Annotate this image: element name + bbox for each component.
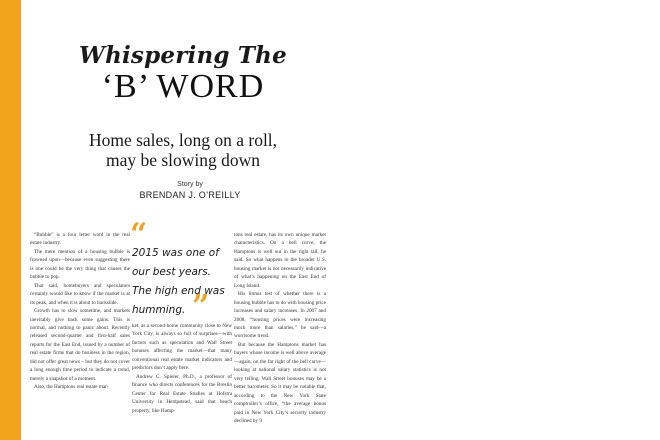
pull-quote-line: our best years.: [132, 266, 212, 278]
pull-quote: [132, 244, 232, 324]
blank-area: [345, 0, 660, 440]
body-paragraph: His litmus test of whether there is a housing bubble has to do with housing price increases and salary increases. In 2007 and 2008, “housing prices were increasing much more than salaries,” he said—a worrisome trend.: [234, 291, 326, 340]
body-paragraph: Growth has to slow sometime, and markets inevitably give back some gains. This is normal, and nothing to panic about. Recently released second-quarter and first-half sales reports for the East End, issued by a number of real estate firms that do business in the region, did not offer great news – but they do not cover a long enough time period to indicate a trend, merely a snapshot of a moment.: [30, 308, 130, 382]
accent-stripe: [0, 0, 21, 440]
deck-line-2: may be slowing down: [105, 150, 261, 170]
body-column-2: [132, 322, 232, 415]
body-paragraph: The mere mention of a housing bubble is frowned upon—because even suggesting there is one could be the very thing that causes the bubble to pop.: [30, 248, 130, 281]
body-paragraph: That said, homebuyers and speculators certainly would like to know if the market is at its peak, and when it is about to backslide.: [30, 282, 130, 306]
body-column-1: [30, 231, 130, 392]
deck: [21, 130, 345, 170]
story-by-label: Story by: [177, 181, 203, 188]
body-paragraph: ket, as a second-home community close to New York City, is always so full of surprises—with factors such as speculation and Wall Street bonuses affecting the market—that many conventional real estate market indicators and predictors don’t apply here.: [132, 323, 232, 372]
body-paragraph: “Bubble” is a four letter word in the real estate industry.: [30, 232, 130, 247]
body-paragraph: But because the Hamptons market has buyers whose income is well above average—again, on the far right of the bell curve—looking at national salary statistics is not very telling. Wall Street bonuses may be a better barometer. So it may be notable that, according to the New York State comptroller’s office, “the average bonus paid in New York City’s security industry declined by 9: [234, 341, 326, 424]
pull-quote-line: The high end was: [132, 285, 225, 297]
deck-line-1: Home sales, long on a roll,: [88, 130, 278, 150]
body-paragraph: Also, the Hamptons real estate mar-: [34, 384, 109, 391]
pull-quote-line: humming.: [132, 304, 186, 316]
headline-line-2: ‘B’ WORD: [101, 68, 265, 105]
headline-line-1: Whispering The: [79, 42, 287, 69]
close-quote-mark: ”: [192, 289, 210, 324]
author-byline: BRENDAN J. O’REILLY: [139, 190, 241, 200]
body-paragraph: Andrew C. Spieler, Ph.D., a professor of finance who directs conferences for the Breslin Center for Real Estate Studies at Hofstra University in Hempstead, said that beach property, like Hamp-: [132, 373, 232, 414]
open-quote-mark: “: [130, 217, 148, 252]
body-paragraph: tons real estate, has its own unique market characteristics. On a bell curve, the Hamptons is well out in the right tail, he said. So what happens in the broader U.S. housing market is not necessarily indicative of what’s happening on the East End of Long Island.: [234, 232, 326, 289]
body-column-3: [234, 231, 326, 425]
pull-quote-line: 2015 was one of: [132, 247, 219, 259]
